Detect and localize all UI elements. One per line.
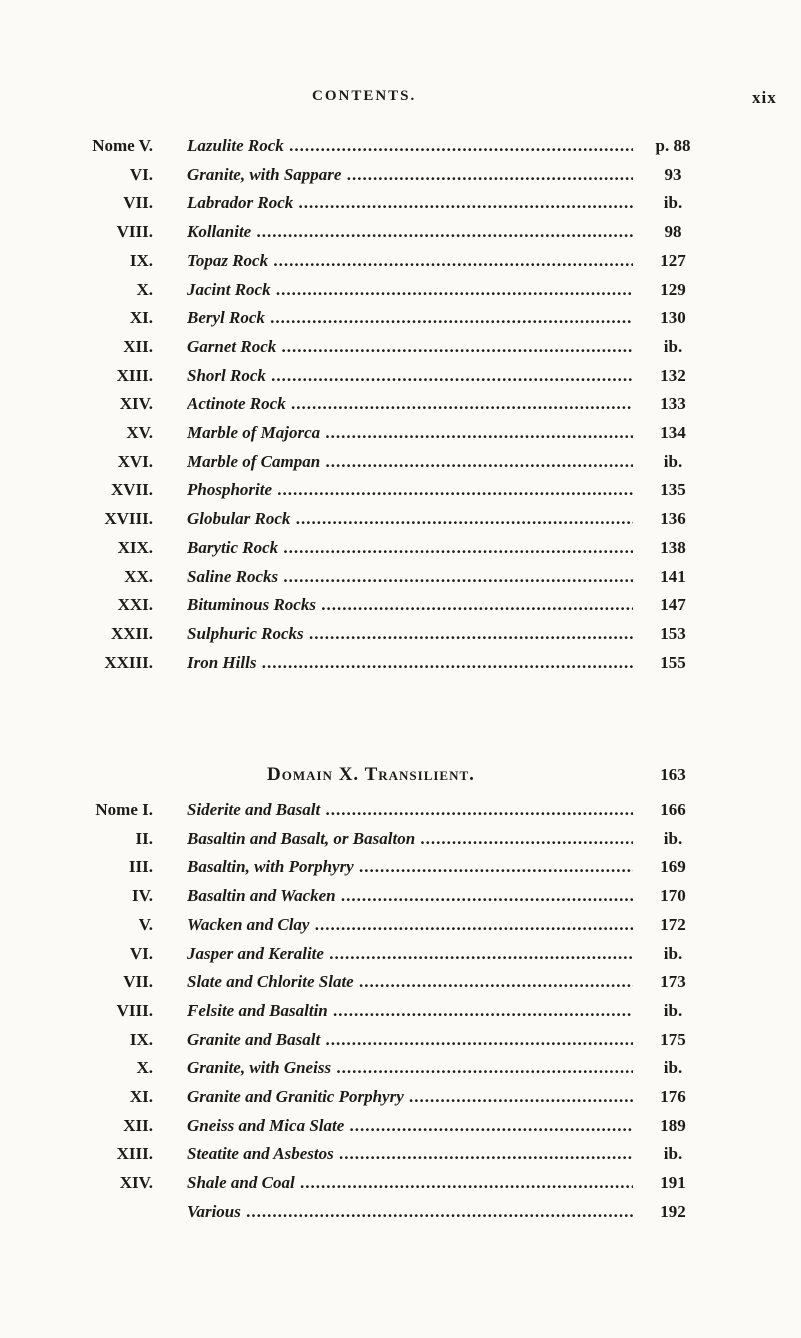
toc-entry	[0, 853, 801, 881]
entry-number: IV.	[132, 886, 153, 906]
entry-title: Granite and Granitic Porphyry .....	[187, 1083, 633, 1111]
entry-title: Marble of Campan .....	[187, 448, 633, 476]
entry-title: Marble of Majorca .....	[187, 419, 633, 447]
entry-page: 173	[660, 972, 686, 992]
entry-number: XII.	[123, 336, 153, 356]
toc-entry	[0, 189, 801, 217]
entry-number: VI.	[129, 164, 153, 184]
entry-page: 172	[660, 914, 686, 934]
entry-number: XIII.	[116, 365, 153, 385]
entry-title: Basaltin and Basalt, or Basalton .....	[187, 825, 633, 853]
entry-title: Beryl Rock .....	[187, 304, 633, 332]
entry-number: X.	[136, 279, 153, 299]
entry-page: 192	[660, 1201, 686, 1221]
entry-page: 133	[660, 394, 686, 414]
entry-number: XXI.	[117, 595, 153, 615]
toc-entry	[0, 247, 801, 275]
entry-title: Barytic Rock .....	[187, 534, 633, 562]
entry-title: Jacint Rock .....	[187, 276, 633, 304]
entry-title: Lazulite Rock .....	[187, 132, 633, 160]
toc-entry	[0, 390, 801, 418]
entry-title: Sulphuric Rocks .....	[187, 620, 633, 648]
toc-entry	[0, 563, 801, 591]
page-number: xix	[752, 88, 777, 107]
entry-title: Shale and Coal .....	[187, 1169, 633, 1197]
entry-title: Shorl Rock .....	[187, 362, 633, 390]
entry-number: Nome V.	[92, 136, 153, 155]
entry-number: XV.	[126, 423, 153, 442]
entry-page: ib.	[663, 1144, 683, 1164]
toc-entry	[0, 1198, 801, 1226]
entry-page: ib.	[663, 451, 683, 471]
entry-number: III.	[128, 857, 153, 877]
entry-page: 141	[660, 566, 686, 586]
page-header	[0, 88, 801, 118]
toc-entry	[0, 476, 801, 504]
toc-entry	[0, 505, 801, 533]
entry-page: 98	[664, 222, 682, 242]
entry-number: IX.	[129, 1029, 153, 1049]
entry-number: X.	[136, 1058, 153, 1078]
entry-number: II.	[135, 828, 153, 848]
entry-page: ib.	[663, 193, 683, 213]
entry-page: 134	[660, 423, 686, 442]
domain-x-page: 163	[660, 765, 686, 784]
toc-entry	[0, 1026, 801, 1054]
toc-entry	[0, 333, 801, 361]
entry-number: Nome I.	[95, 800, 153, 819]
entry-page: 175	[660, 1029, 686, 1049]
toc-entry	[0, 132, 801, 160]
entry-page: 93	[664, 164, 682, 184]
entry-page: 147	[660, 595, 686, 615]
entry-page: 132	[660, 365, 686, 385]
toc-entry	[0, 1169, 801, 1197]
entry-number: XXIII.	[104, 652, 153, 672]
entry-title: Various .....	[187, 1198, 633, 1226]
entry-number: XII.	[123, 1115, 153, 1135]
entry-page: 135	[660, 480, 686, 500]
entry-number: XVIII.	[104, 509, 153, 529]
toc-entry	[0, 304, 801, 332]
toc-entry	[0, 997, 801, 1025]
entry-title: Bituminous Rocks .....	[187, 591, 633, 619]
entry-page: 176	[660, 1087, 686, 1106]
entry-number: IX.	[129, 250, 153, 270]
entry-number: VII.	[123, 972, 153, 992]
entry-title: Felsite and Basaltin .....	[187, 997, 633, 1025]
entry-page: 155	[660, 652, 686, 672]
entry-page: ib.	[663, 1058, 683, 1078]
toc-entry	[0, 419, 801, 447]
entry-title: Slate and Chlorite Slate .....	[187, 968, 633, 996]
toc-entry	[0, 940, 801, 968]
toc-entry	[0, 1083, 801, 1111]
entry-title: Steatite and Asbestos .....	[187, 1140, 633, 1168]
entry-title: Wacken and Clay .....	[187, 911, 633, 939]
toc-entry	[0, 882, 801, 910]
toc-entry	[0, 534, 801, 562]
entry-page: 136	[660, 509, 686, 529]
entry-title: Labrador Rock .....	[187, 189, 633, 217]
toc-entry	[0, 1140, 801, 1168]
entry-number: XIII.	[116, 1144, 153, 1164]
entry-number: VIII.	[116, 222, 153, 242]
entry-title: Topaz Rock .....	[187, 247, 633, 275]
entry-page: 153	[660, 623, 686, 643]
entry-number: XIV.	[119, 394, 153, 414]
entry-page: 130	[660, 308, 686, 328]
domain-x-title: Domain X. Transilient.	[267, 764, 475, 785]
toc-entry	[0, 796, 801, 824]
toc-entry	[0, 968, 801, 996]
entry-page: ib.	[663, 943, 683, 963]
entry-page: 138	[660, 537, 686, 557]
toc-entry	[0, 448, 801, 476]
entry-title: Granite and Basalt .....	[187, 1026, 633, 1054]
entry-title: Kollanite .....	[187, 218, 633, 246]
entry-number: XVII.	[110, 480, 153, 500]
entry-page: 129	[660, 279, 686, 299]
toc-entry	[0, 218, 801, 246]
entry-number: XI.	[129, 1087, 153, 1106]
entry-title: Basaltin, with Porphyry .....	[187, 853, 633, 881]
toc-entry	[0, 825, 801, 853]
entry-page: ib.	[663, 828, 683, 848]
entry-title: Garnet Rock .....	[187, 333, 633, 361]
entry-number: VI.	[129, 943, 153, 963]
toc-entry	[0, 911, 801, 939]
entry-page: ib.	[663, 1000, 683, 1020]
entry-number: XI.	[129, 308, 153, 328]
toc-entry	[0, 362, 801, 390]
entry-title: Globular Rock .....	[187, 505, 633, 533]
entry-number: XIX.	[117, 537, 153, 557]
entry-title: Granite, with Gneiss .....	[187, 1054, 633, 1082]
toc-entry	[0, 1112, 801, 1140]
entry-title: Basaltin and Wacken .....	[187, 882, 633, 910]
entry-page: 170	[660, 886, 686, 906]
entry-page: 169	[660, 857, 686, 877]
toc-entry	[0, 1054, 801, 1082]
entry-number: XIV.	[119, 1173, 153, 1193]
toc-entry	[0, 591, 801, 619]
entry-number: VII.	[123, 193, 153, 213]
running-title: CONTENTS.	[312, 88, 417, 104]
entry-title: Saline Rocks .....	[187, 563, 633, 591]
entry-page: 127	[660, 250, 686, 270]
entry-number: XX.	[124, 566, 153, 586]
entry-page: 166	[660, 800, 686, 819]
toc-entry	[0, 161, 801, 189]
entry-title: Iron Hills .....	[187, 649, 633, 677]
entry-number: XXII.	[110, 623, 153, 643]
toc-entry	[0, 649, 801, 677]
entry-page: 189	[660, 1115, 686, 1135]
entry-number: VIII.	[116, 1000, 153, 1020]
toc-entry	[0, 620, 801, 648]
entry-page: 191	[660, 1173, 686, 1193]
entry-page: ib.	[663, 336, 683, 356]
entry-title: Granite, with Sappare .....	[187, 161, 633, 189]
entry-title: Siderite and Basalt .....	[187, 796, 633, 824]
entry-title: Actinote Rock .....	[187, 390, 633, 418]
entry-number: XVI.	[117, 451, 153, 471]
entry-title: Jasper and Keralite .....	[187, 940, 633, 968]
entry-title: Phosphorite .....	[187, 476, 633, 504]
toc-entry	[0, 276, 801, 304]
entry-page: p. 88	[655, 136, 691, 155]
entry-number: V.	[138, 914, 153, 934]
entry-title: Gneiss and Mica Slate .....	[187, 1112, 633, 1140]
domain-x-heading	[0, 760, 801, 790]
